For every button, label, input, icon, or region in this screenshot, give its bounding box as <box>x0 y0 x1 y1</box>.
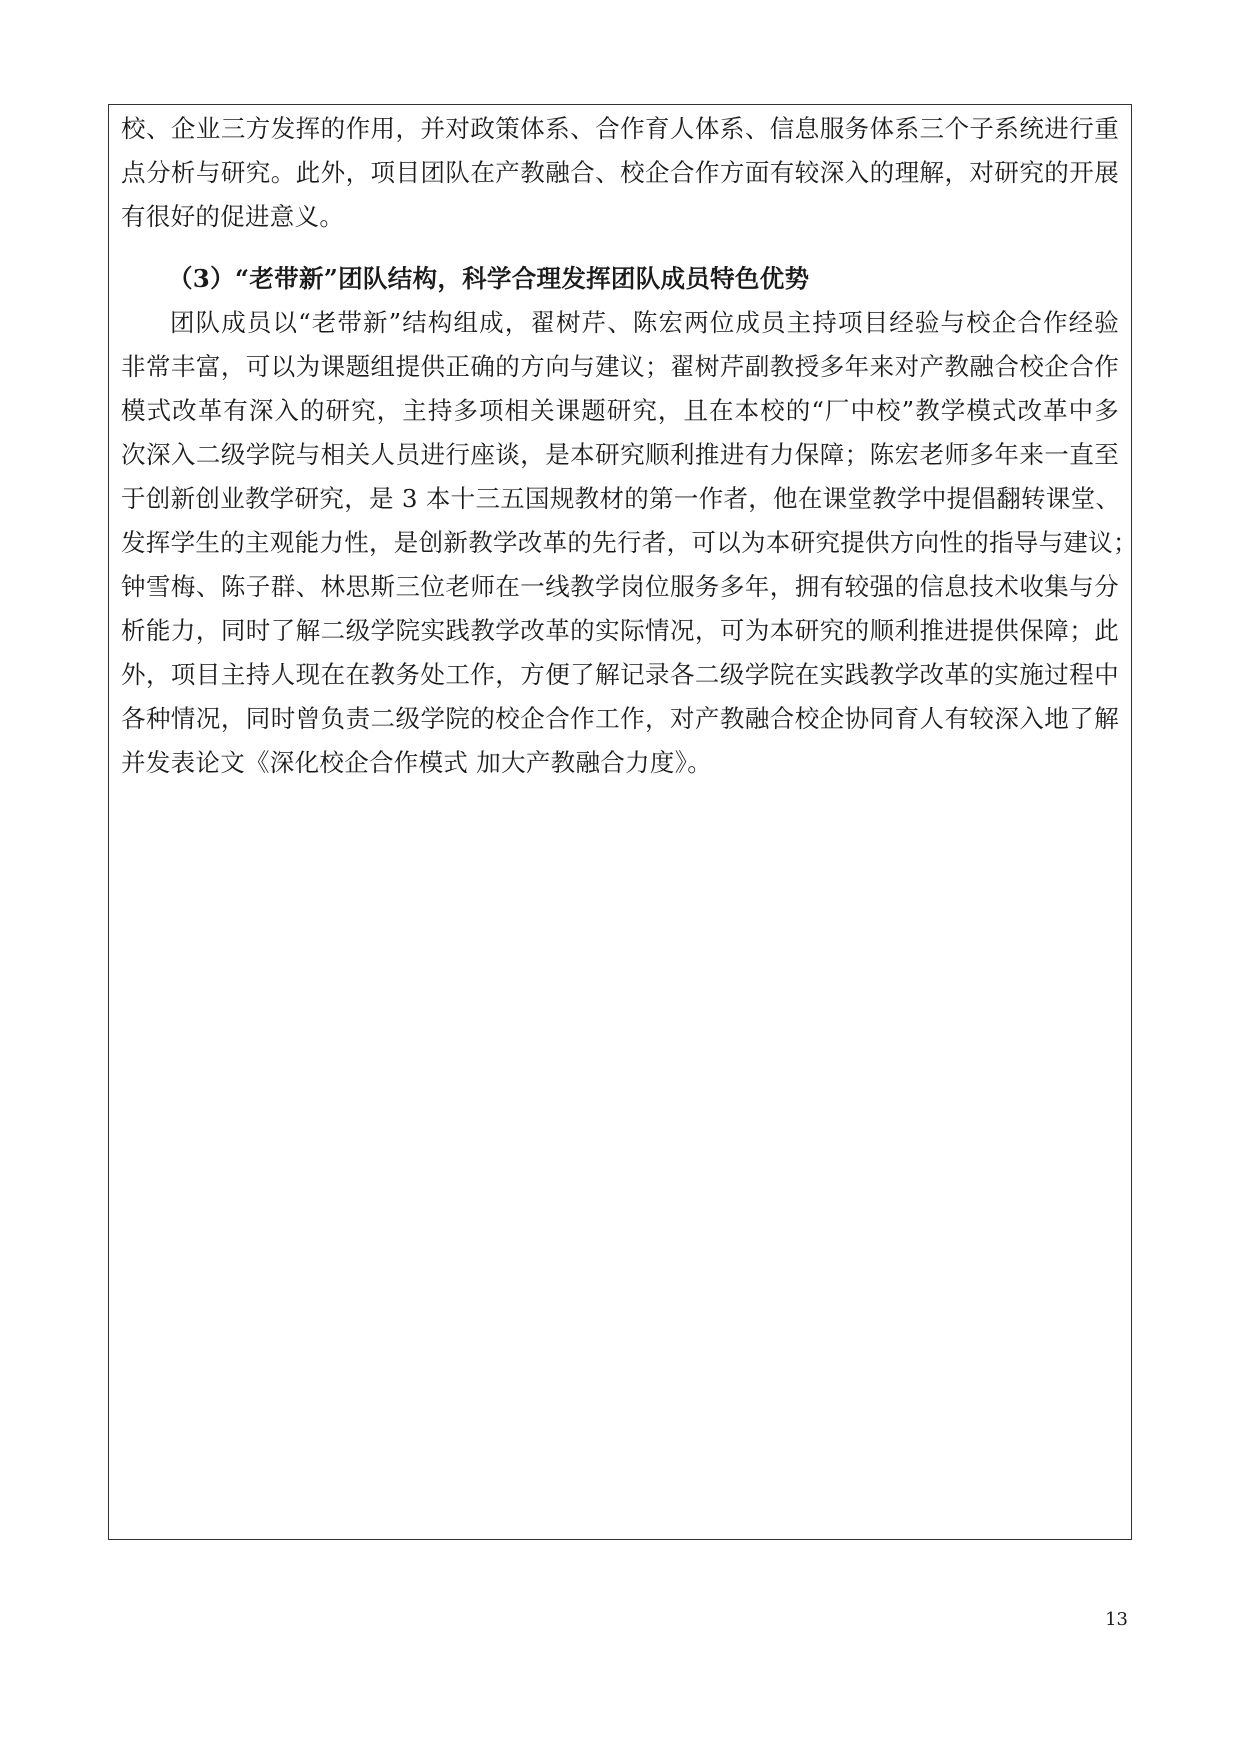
paragraph-line: 各种情况，同时曾负责二级学院的校企合作工作，对产教融合校企协同育人有较深入地了解 <box>121 704 1119 733</box>
paragraph-line: 有很好的促进意义。 <box>121 202 345 231</box>
section-heading: （3）“老带新”团队结构，科学合理发挥团队成员特色优势 <box>168 264 810 293</box>
paragraph-line: 模式改革有深入的研究，主持多项相关课题研究，且在本校的“厂中校”教学模式改革中多 <box>121 396 1119 425</box>
paragraph-line: 析能力，同时了解二级学院实践教学改革的实际情况，可为本研究的顺利推进提供保障；此 <box>121 616 1119 645</box>
paragraph-line: 钟雪梅、陈子群、林思斯三位老师在一线教学岗位服务多年，拥有较强的信息技术收集与分 <box>121 572 1119 601</box>
paragraph-line: 校、企业三方发挥的作用，并对政策体系、合作育人体系、信息服务体系三个子系统进行重 <box>121 114 1119 143</box>
paragraph-line: 点分析与研究。此外，项目团队在产教融合、校企合作方面有较深入的理解，对研究的开展 <box>121 158 1119 187</box>
page-number: 13 <box>1105 1609 1128 1630</box>
paragraph-line: 于创新创业教学研究，是 3 本十三五国规教材的第一作者，他在课堂教学中提倡翻转课堂、 <box>121 484 1121 513</box>
paragraph-line: 并发表论文《深化校企合作模式 加大产教融合力度》。 <box>121 748 713 777</box>
paragraph-line: 非常丰富，可以为课题组提供正确的方向与建议；翟树芹副教授多年来对产教融合校企合作 <box>121 352 1119 381</box>
paragraph-line: 次深入二级学院与相关人员进行座谈，是本研究顺利推进有力保障；陈宏老师多年来一直至 <box>121 440 1119 469</box>
paragraph-line: 团队成员以“老带新”结构组成，翟树芹、陈宏两位成员主持项目经验与校企合作经验 <box>170 308 1119 337</box>
paragraph-line: 发挥学生的主观能力性，是创新教学改革的先行者，可以为本研究提供方向性的指导与建议； <box>121 528 1138 557</box>
paragraph-line: 外，项目主持人现在在教务处工作，方便了解记录各二级学院在实践教学改革的实施过程中 <box>121 660 1119 689</box>
